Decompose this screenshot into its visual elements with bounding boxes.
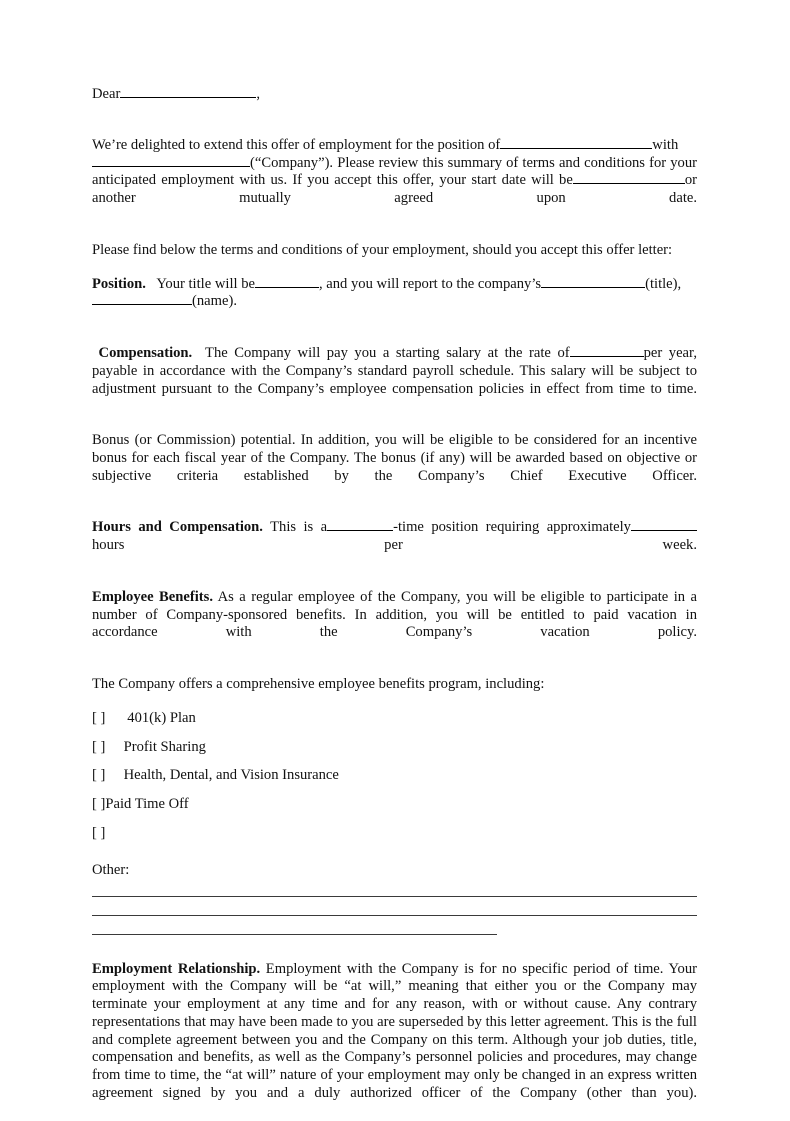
spacer [92,329,697,345]
spacer [92,260,697,276]
hours-text-3: hours per week. [92,537,697,554]
intro-text-2: with [652,136,679,153]
write-in-rule-3[interactable] [92,934,497,935]
list-item[interactable] [92,710,697,728]
list-item[interactable] [92,739,697,757]
benefits-program-intro: The Company offers a comprehensive employee benefits program, including: [92,675,545,692]
employment-time-blank[interactable] [327,519,393,531]
document-body [92,86,697,1121]
compensation-text-2: per year, payable in accordance with the Company’s standard payroll schedule. This salary will be subject to adjustment pursuant to the Company’s employee compensation policies in effect from time to time. [92,344,697,397]
other-write-in-rules [92,896,697,935]
lead-in-paragraph: Please find below the terms and conditions of your employment, should you accept this offer letter: [92,241,673,258]
checkbox-icon[interactable]: [ ] [92,796,106,813]
reports-to-title-blank[interactable] [541,276,645,288]
position-text-3: (title), [645,275,682,292]
spacer [92,226,697,242]
list-item[interactable] [92,767,697,785]
list-item-separator [105,739,123,755]
spacer [92,573,697,589]
checkbox-icon[interactable]: [ ] [92,738,106,755]
spacer [92,694,697,710]
spacer [92,953,697,961]
write-in-rule-2[interactable] [92,915,697,916]
intro-paragraph [92,137,697,226]
start-date-blank[interactable] [573,172,685,184]
checkbox-icon[interactable]: [ ] [92,824,106,841]
list-item-label: Paid Time Off [105,796,189,813]
job-title-blank[interactable] [255,276,319,288]
position-text-4: (name). [192,293,237,310]
salary-amount-blank[interactable] [570,345,644,357]
checkbox-icon[interactable]: [ ] [92,709,106,726]
salutation-line [92,86,697,104]
list-item-separator [105,710,127,726]
spacer [92,854,697,862]
benefits-checkbox-list [92,710,697,843]
bonus-paragraph: Bonus (or Commission) potential. In addition, you will be eligible to be considered for an incentive bonus for each fiscal year of the Company. The bonus (if any) will be awarded based on objective or subjective criteria established by the Company’s Chief Executive Officer. [92,432,697,484]
spacer [92,880,697,896]
company-name-blank[interactable] [92,155,250,167]
list-item-label: Profit Sharing [123,738,206,755]
checkbox-icon[interactable]: [ ] [92,767,106,784]
weekly-hours-blank[interactable] [631,519,697,531]
list-item[interactable] [92,796,697,814]
employment-relationship-heading: Employment Relationship. [92,960,261,977]
spacer [92,416,697,432]
hours-heading: Hours and Compensation. [92,519,263,536]
employment-relationship-clause [92,961,697,1121]
list-item[interactable] [92,825,697,843]
list-item-label: Health, Dental, and Vision Insurance [123,767,339,784]
hours-text-2: -time position requiring approximately [393,519,631,536]
intro-text-1: We’re delighted to extend this offer of employment for the position of [92,136,501,153]
spacer [92,503,697,519]
position-title-blank[interactable] [500,137,652,149]
salutation-comma: , [256,86,261,102]
recipient-name-blank[interactable] [120,86,256,98]
reports-to-name-blank[interactable] [92,293,192,305]
spacer [92,104,697,137]
position-clause [92,276,697,329]
spacer [92,660,697,676]
compensation-text-1: The Company will pay you a starting salary at the rate of [205,344,570,361]
compensation-heading: Compensation. [98,344,193,361]
employee-benefits-clause [92,589,697,660]
employment-relationship-body: Employment with the Company is for no specific period of time. Your employment with the Company will be “at will,” meaning that either you or the Company may terminate your employment at any time and for any reason, with or without cause. Any contrary representations that may have been made to you are superseded by this letter agreement. This is the full and complete agreement between you and the Company on this term. Although your job duties, title, compensation and benefits, as well as the Company’s personnel policies and procedures, may change from time to time, the “at will” nature of your employment may only be changed in an express written agreement signed by you and a duly authorized officer of the Company (other than you). [92,960,698,1102]
employee-benefits-heading: Employee Benefits. [92,588,213,605]
intro-text-4: or another mutually agreed upon date. [92,172,697,207]
list-item-label: 401(k) Plan [127,709,196,726]
position-text-1: Your title will be [156,275,255,292]
position-heading: Position. [92,275,146,292]
intro-text-3: (“Company”). Please review this summary of terms and conditions for your anticipated employment with us. If you accept this offer, your start date will be [92,154,697,189]
position-text-2: , and you will report to the company’s [318,275,542,292]
employee-benefits-body: As a regular employee of the Company, you will be eligible to participate in a number of Company-sponsored benefits. In addition, you will be entitled to paid vacation in accordance with the Company’s vacation policy. [92,588,697,641]
salutation-label: Dear [92,86,121,102]
list-item-separator [105,767,123,783]
hours-text-1: This is a [270,519,328,536]
other-label: Other: [92,861,130,878]
compensation-clause [92,345,697,416]
write-in-rule-1[interactable] [92,896,697,897]
hours-clause [92,519,697,572]
